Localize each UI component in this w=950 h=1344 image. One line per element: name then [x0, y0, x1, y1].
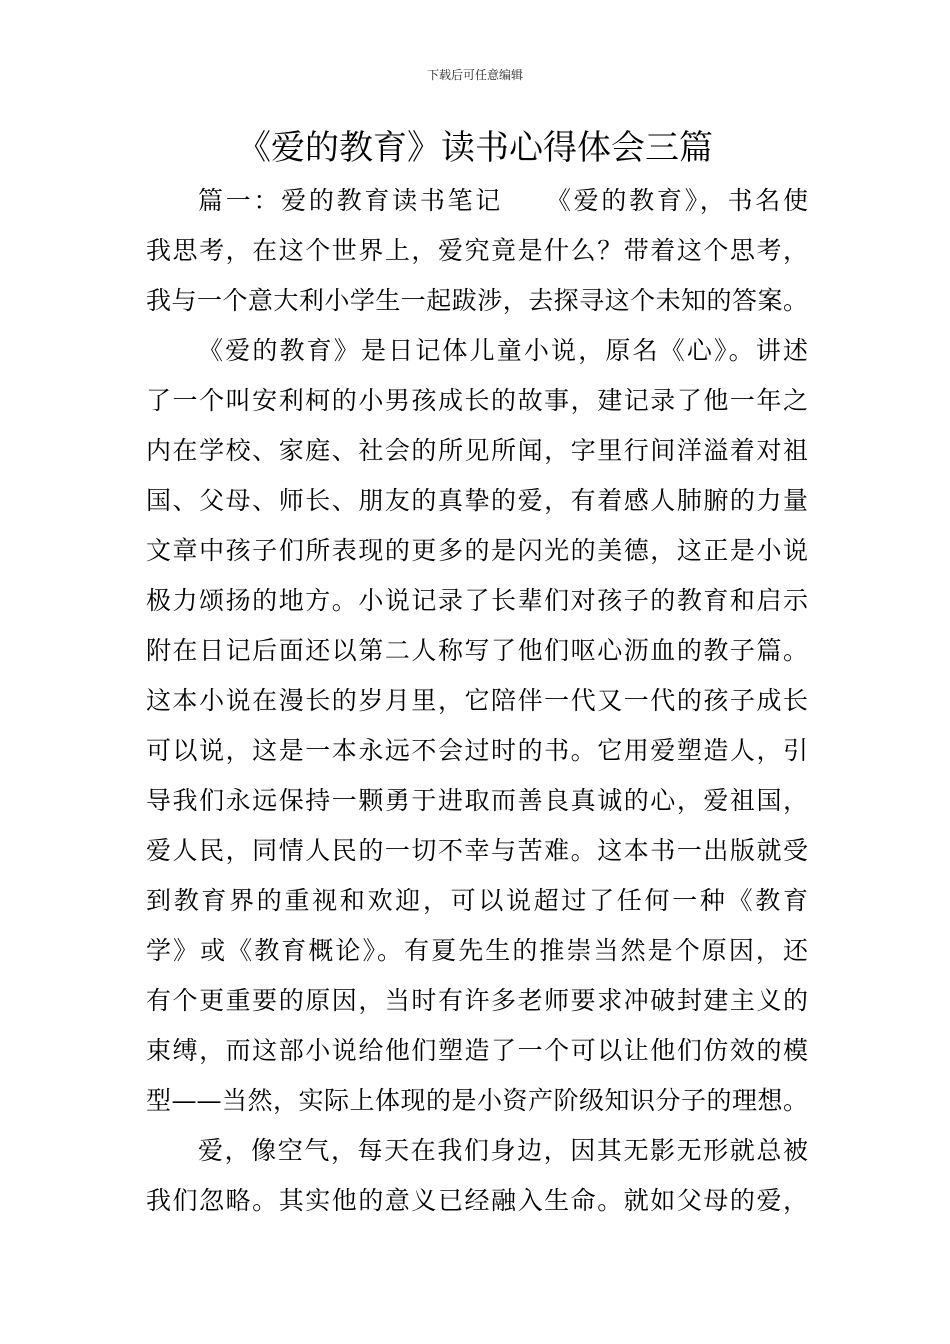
text-line: 可以说，这是一本永远不会过时的书。它用爱塑造人，引 [146, 736, 808, 765]
text-line: 学》或《教育概论》。有夏先生的推崇当然是个原因，还 [146, 936, 808, 965]
text-line: 附在日记后面还以第二人称写了他们呕心沥血的教子篇。 [146, 636, 808, 665]
text-line: 文章中孩子们所表现的更多的是闪光的美德，这正是小说 [146, 536, 808, 565]
text-line: 内在学校、家庭、社会的所见所闻，字里行间洋溢着对祖 [146, 436, 808, 465]
text-line: 型——当然，实际上体现的是小资产阶级知识分子的理想。 [146, 1086, 808, 1115]
text-line: 这本小说在漫长的岁月里，它陪伴一代又一代的孩子成长 [146, 686, 808, 715]
text-line: 有个更重要的原因，当时有许多老师要求冲破封建主义的 [146, 986, 808, 1015]
text-line: 了一个叫安利柯的小男孩成长的故事，建记录了他一年之 [146, 386, 808, 415]
text-line: 我与一个意大利小学生一起跋涉，去探寻这个未知的答案。 [146, 286, 808, 315]
text-line: 导我们永远保持一颗勇于进取而善良真诚的心，爱祖国， [146, 786, 808, 815]
text-line: 束缚，而这部小说给他们塑造了一个可以让他们仿效的模 [146, 1036, 808, 1065]
text-line: 《爱的教育》是日记体儿童小说，原名《心》。讲述 [198, 336, 808, 365]
header-note: 下载后可任意编辑 [426, 68, 523, 82]
text-line: 我思考，在这个世界上，爱究竟是什么？带着这个思考， [146, 236, 808, 265]
text-line: 篇一：爱的教育读书笔记 《爱的教育》，书名使 [198, 186, 808, 215]
text-line: 国、父母、师长、朋友的真挚的爱，有着感人肺腑的力量 [146, 486, 808, 515]
text-line: 爱人民，同情人民的一切不幸与苦难。这本书一出版就受 [146, 836, 808, 865]
text-line: 到教育界的重视和欢迎，可以说超过了任何一种《教育 [146, 886, 808, 915]
document-title: 《爱的教育》读书心得体会三篇 [237, 128, 713, 168]
body-text [146, 176, 808, 1226]
text-line: 我们忽略。其实他的意义已经融入生命。就如父母的爱， [146, 1186, 808, 1215]
text-line: 爱，像空气，每天在我们身边，因其无影无形就总被 [198, 1136, 808, 1165]
text-line: 极力颂扬的地方。小说记录了长辈们对孩子的教育和启示 [146, 586, 808, 615]
